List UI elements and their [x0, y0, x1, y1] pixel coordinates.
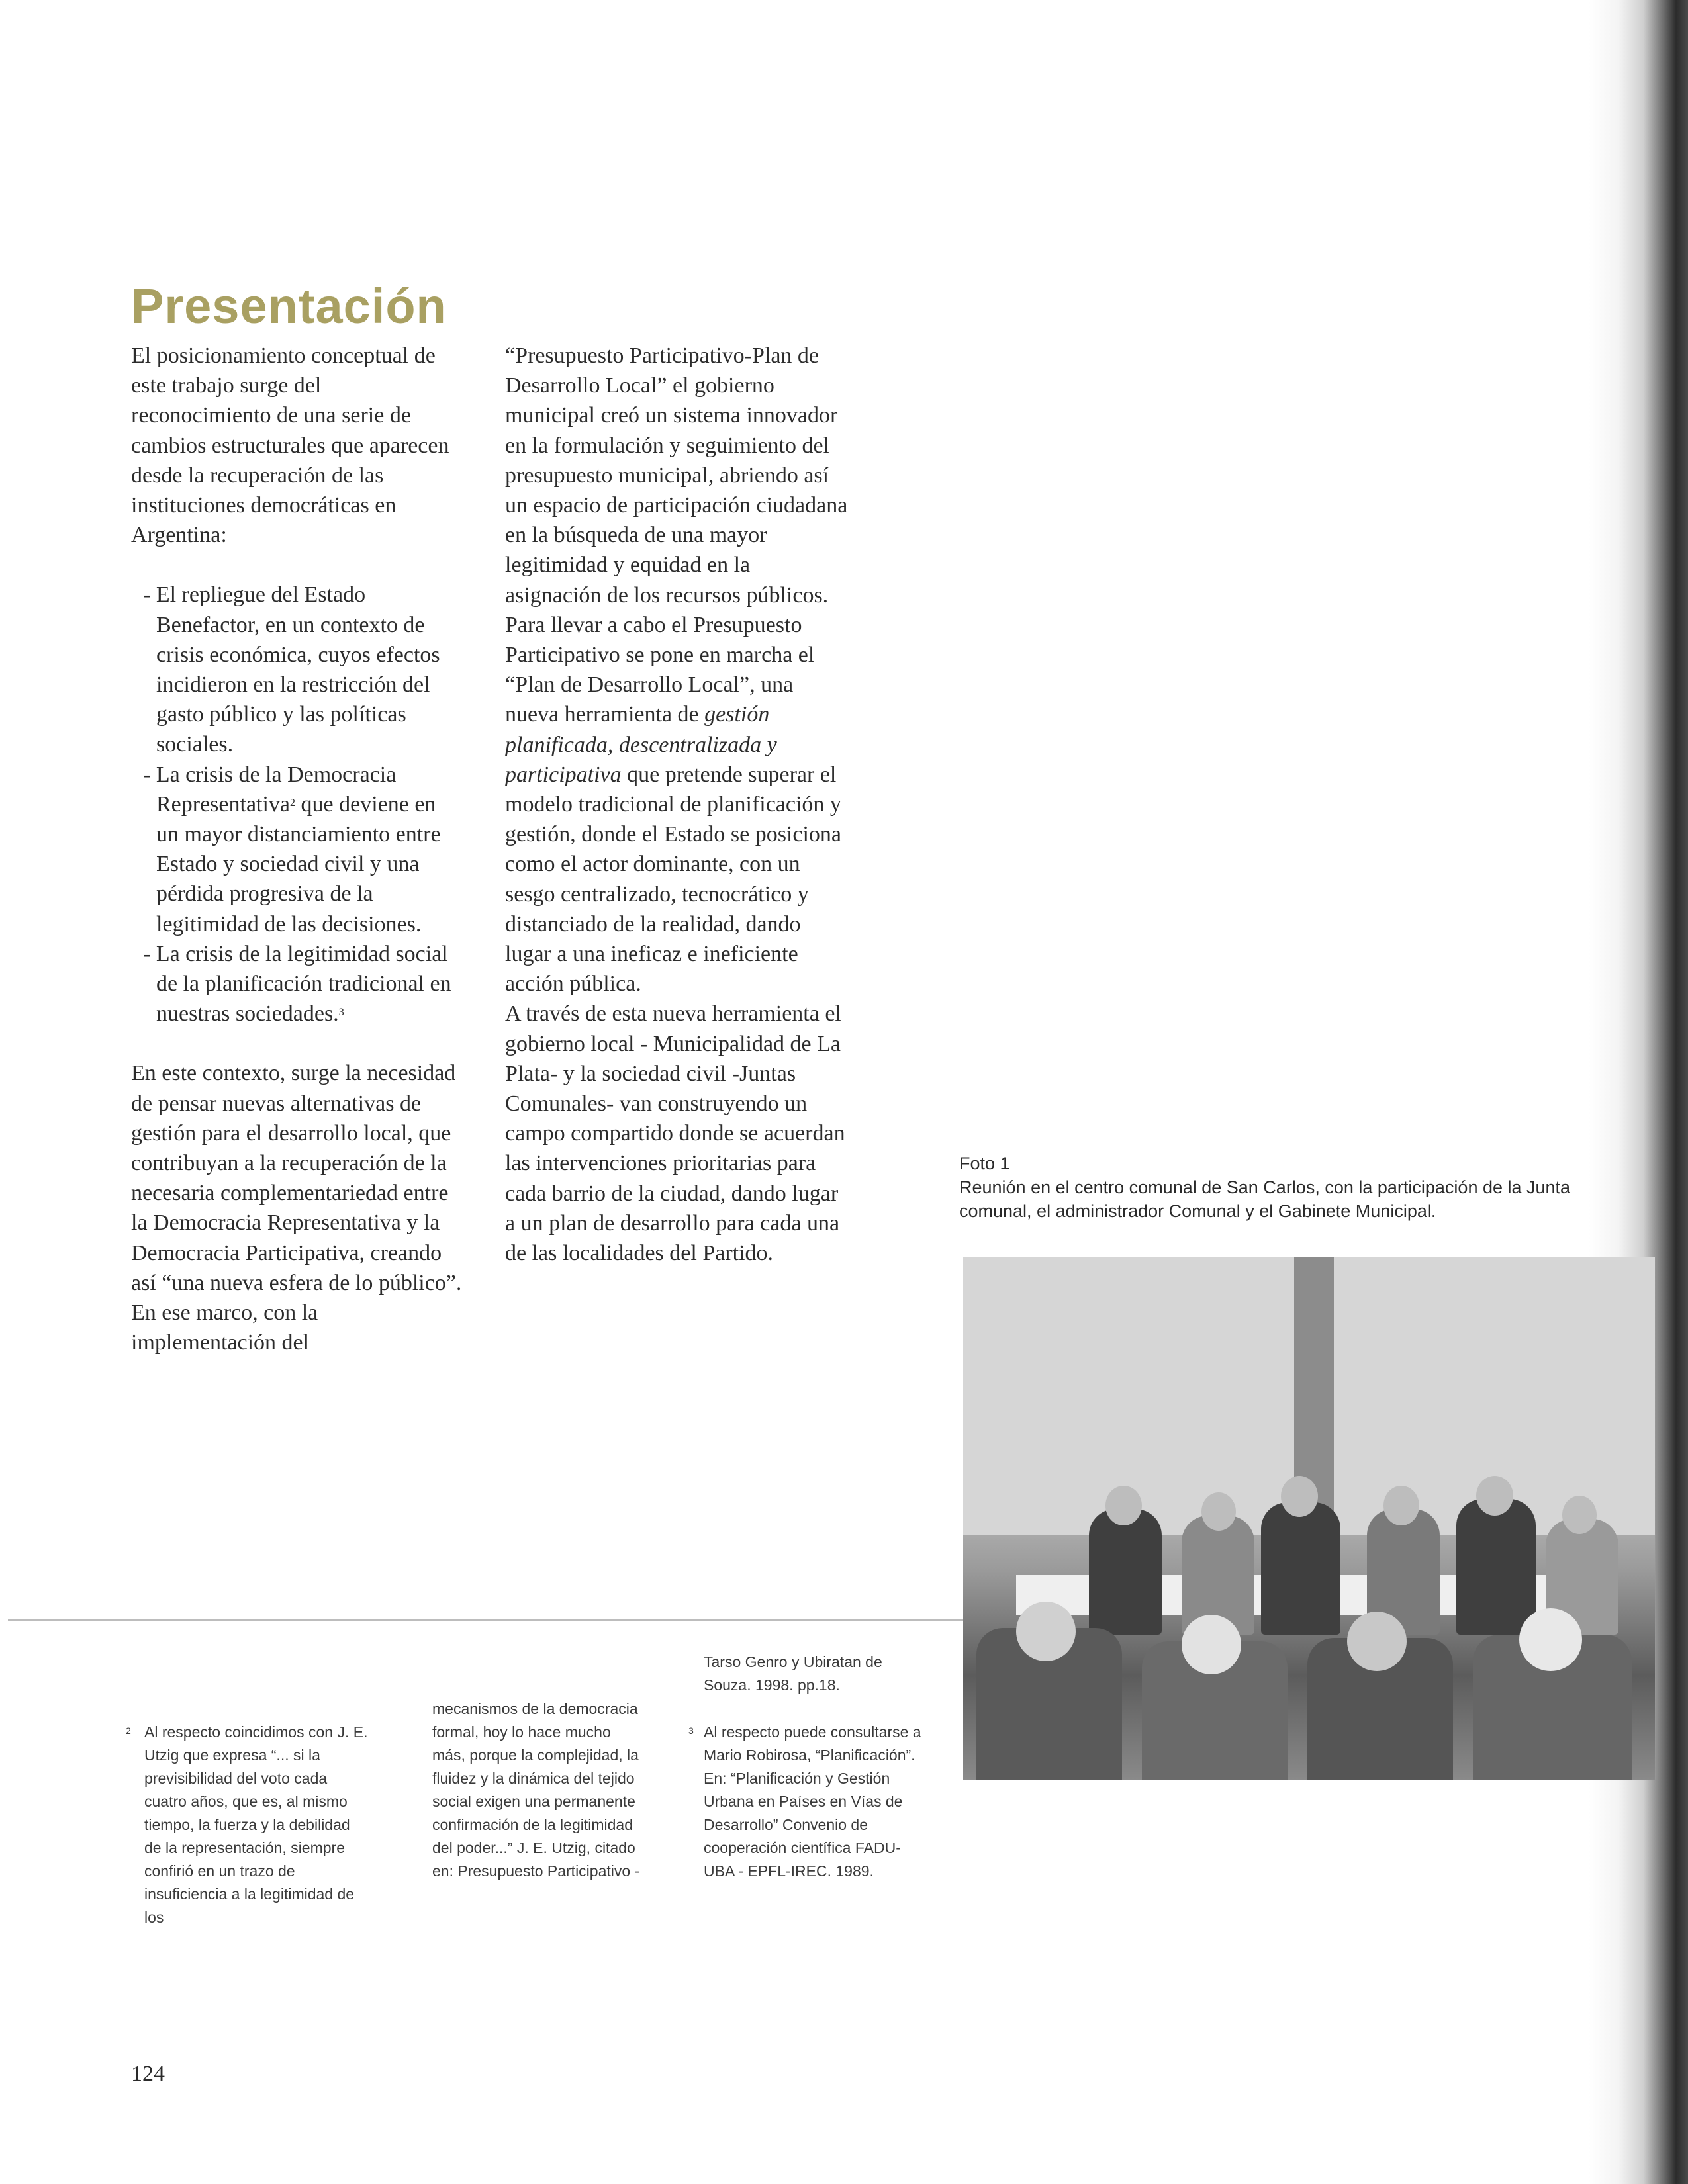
footnote-ref: 2 [290, 797, 296, 809]
body-paragraph: A través de esta nueva herramienta el gobierno local - Municipalidad de La Plata- y la sociedad civil -Juntas Comunales- van construyendo un campo compartido donde se acuerdan las intervenciones prioritarias para cada barrio de la ciudad, dando lugar a un plan de desarrollo para cada una de las localidades del Partido. [505, 1001, 845, 1266]
text-column-1 [131, 341, 462, 1358]
list-item: - La crisis de la Democracia Representativa$^2$ que deviene en un mayor distanciamiento entre Estado y sociedad civil y una pérdida progresiva de la legitimidad de las decisiones. [143, 762, 441, 936]
footnote-divider [8, 1619, 963, 1621]
footnote-2-part-2: mecanismos de la democracia formal, hoy lo hace mucho más, porque la complejidad, la fluidez y la dinámica del tejido social exigen una permanente confirmación de la legitimidad del poder...” J. E. Utzig, citado en: Presupuesto Participativo - [432, 1700, 640, 1880]
photo-label: Foto 1 [959, 1154, 1010, 1173]
text-column-2 [505, 341, 849, 1268]
footnote-2-part-3: Tarso Genro y Ubiratan de Souza. 1998. pp.18. [704, 1653, 882, 1694]
footnote-3: Al respecto puede consultarse a Mario Robirosa, “Planificación”. En: “Planificación y Gestión Urbana en Países en Vías de Desarrollo” Convenio de cooperación científica FADU-UBA - EPFL-IREC. 1989. [704, 1723, 921, 1880]
footnote-ref: 3 [338, 1007, 344, 1019]
photo-caption [959, 1152, 1575, 1223]
photo-meeting [963, 1257, 1655, 1780]
list-item: - La crisis de la legitimidad social de la planificación tradicional en nuestras sociedades.$^3$ [143, 941, 451, 1026]
body-paragraph: “Presupuesto Participativo-Plan de Desarrollo Local” el gobierno municipal creó un sistema innovador en la formulación y seguimiento del presupuesto municipal, abriendo así un espacio de participación ciudadana en la búsqueda de una mayor legitimidad y equidad en la asignación de los recursos públicos. [505, 343, 848, 608]
page-number: 124 [131, 2062, 165, 2086]
body-paragraph: En este contexto, surge la necesidad de pensar nuevas alternativas de gestión para el desarrollo local, que contribuyan a la recuperación de la necesaria complementariedad entre la Democracia Representativa y la Democracia Participativa, creando así “una nueva esfera de lo público”. [131, 1061, 462, 1295]
footnote-2-part-1: Al respecto coincidimos con J. E. Utzig que expresa “... si la previsibilidad del voto cada cuatro años, que es, al mismo tiempo, la fuerza y la debilidad de la representación, siempre confirió en un trazo de insuficiencia a la legitimidad de los [144, 1723, 368, 1926]
page-gutter-shadow [1589, 0, 1688, 2184]
list-item: - El repliegue del Estado Benefactor, en un contexto de crisis económica, cuyos efectos incidieron en la restricción del gasto público y las políticas sociales. [143, 582, 440, 757]
footnote-marker: 3 [688, 1725, 694, 1736]
photo-caption-text: Reunión en el centro comunal de San Carlos, con la participación de la Junta comunal, el administrador Comunal y el Gabinete Municipal. [959, 1177, 1571, 1221]
intro-paragraph: El posicionamiento conceptual de este trabajo surge del reconocimiento de una serie de cambios estructurales que aparecen desde la recuperación de las instituciones democráticas en Argentina: [131, 343, 449, 548]
footnote-marker: 2 [126, 1725, 131, 1736]
emphasis-text: gestión planificada, descentralizada y participativa [505, 702, 777, 787]
body-paragraph: En ese marco, con la implementación del [131, 1300, 318, 1355]
body-paragraph: Para llevar a cabo el Presupuesto Participativo se pone en marcha el “Plan de Desarrollo Local”, una nueva herramienta de gestión planificada, descentralizada y participativa que pretende superar el modelo tradicional de planificación y gestión, donde el Estado se posiciona como el actor dominante, con un sesgo centralizado, tecnocrático y distanciado de la realidad, dando lugar a una ineficaz e ineficiente acción pública. [505, 612, 842, 997]
page-title: Presentación [131, 279, 447, 334]
